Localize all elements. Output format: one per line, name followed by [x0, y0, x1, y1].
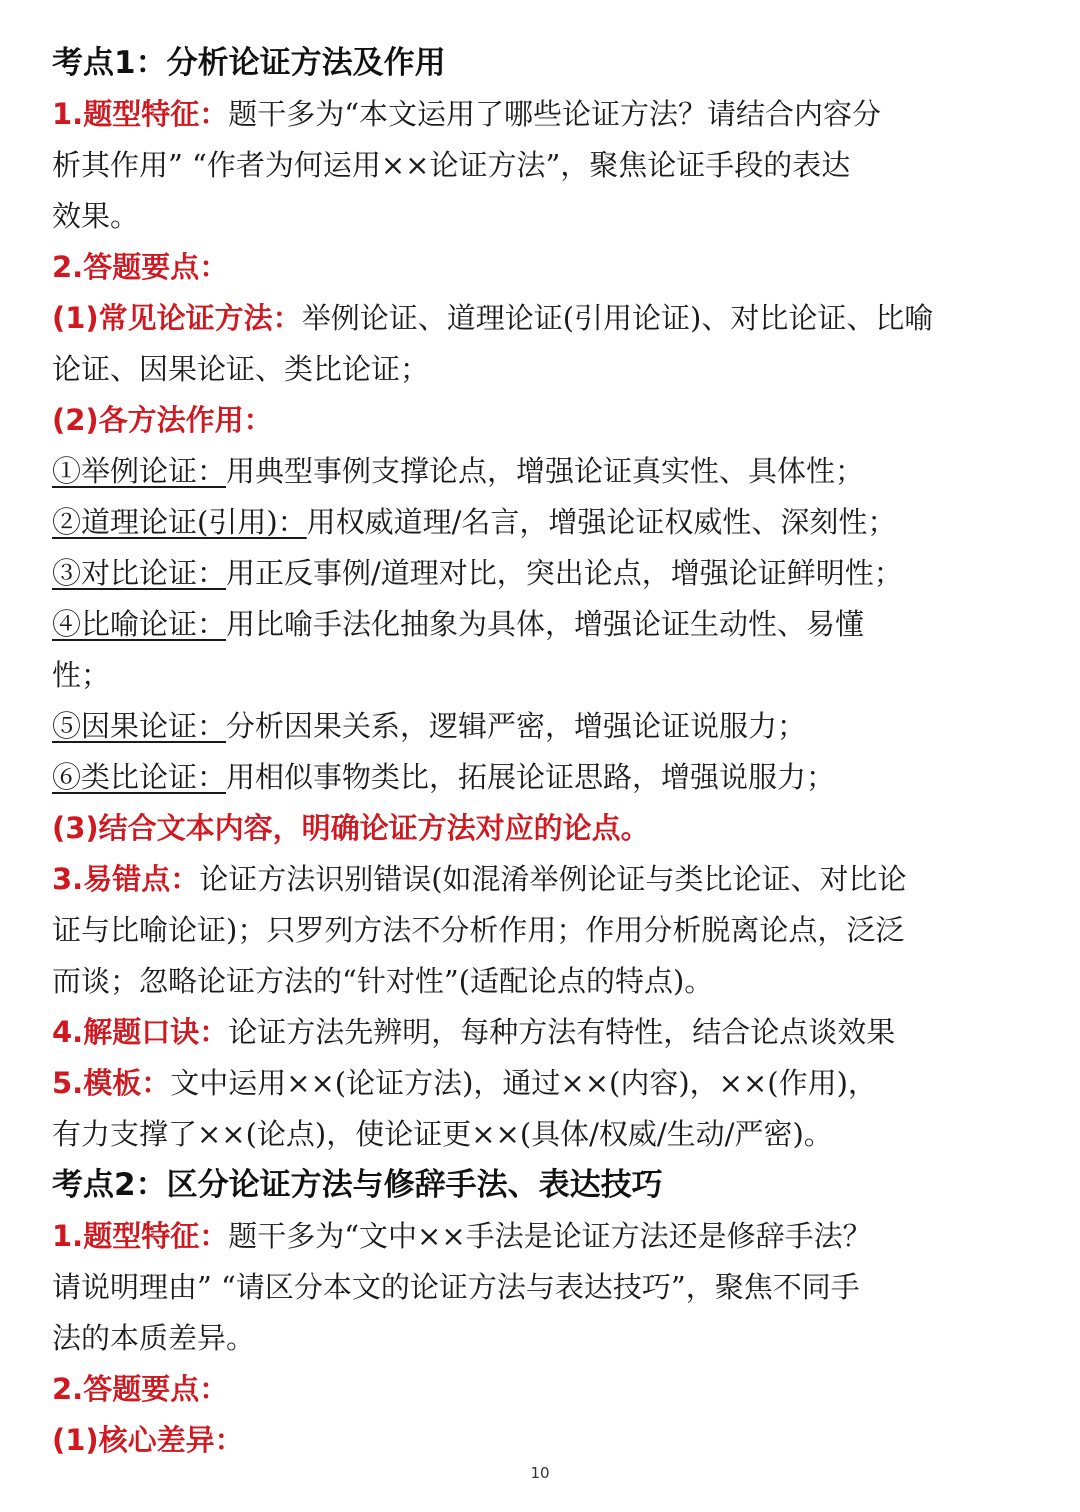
method-row — [52, 497, 1030, 548]
method-text: 用相似事物类比，拓展论证思路，增强说服力； — [226, 760, 836, 794]
s2-item1-line3: 法的本质差异。 — [52, 1321, 256, 1355]
method-row — [52, 752, 1030, 803]
method-row-continued: 性； — [52, 658, 111, 692]
s2-sub1-row — [52, 1415, 1030, 1466]
method-name: ⑤因果论证： — [52, 709, 227, 743]
method-name: ④比喻论证： — [52, 607, 227, 641]
method-text: 用权威道理/名言，增强论证权威性、深刻性； — [306, 505, 897, 539]
s1-item3-line1 — [52, 854, 1030, 905]
section1-heading: 考点1：分析论证方法及作用 — [52, 45, 446, 81]
method-name: ⑥类比论证： — [52, 760, 227, 794]
s1-item2-row — [52, 242, 1030, 293]
s1-item3-line2: 证与比喻论证)；只罗列方法不分析作用；作用分析脱离论点，泛泛 — [52, 913, 905, 947]
method-text: 用典型事例支撑论点，增强论证真实性、具体性； — [226, 454, 865, 488]
s1-item3-line3: 而谈；忽略论证方法的“针对性”(适配论点的特点)。 — [52, 964, 714, 998]
s1-sub1-line1 — [52, 293, 1030, 344]
s2-item1-text1: 题干多为“文中××手法是论证方法还是修辞手法？ — [228, 1219, 872, 1253]
s1-sub2-label: (2)各方法作用： — [52, 403, 273, 437]
method-text: 用正反事例/道理对比，突出论点，增强论证鲜明性； — [226, 556, 903, 590]
s1-item3-label: 3.易错点： — [52, 862, 200, 896]
s1-item4-line1 — [52, 1007, 1030, 1058]
s1-item4-label: 4.解题口诀： — [52, 1015, 229, 1049]
method-name: ①举例论证： — [52, 454, 227, 488]
page-number: 10 — [530, 1464, 550, 1482]
s2-item2-label: 2.答题要点： — [52, 1372, 229, 1406]
s2-sub1-label: (1)核心差异： — [52, 1423, 244, 1457]
section2-heading: 考点2：区分论证方法与修辞手法、表达技巧 — [52, 1167, 663, 1203]
s1-item5-line2: 有力支撑了××(论点)，使论证更××(具体/权威/生动/严密)。 — [52, 1117, 833, 1151]
method-row — [52, 446, 1030, 497]
s1-sub2-row — [52, 395, 1030, 446]
s1-sub1-line2: 论证、因果论证、类比论证； — [52, 352, 430, 386]
s1-sub1-label: (1)常见论证方法： — [52, 301, 302, 335]
method-text: 用比喻手法化抽象为具体，增强论证生动性、易懂 — [226, 607, 865, 641]
s1-sub1-text1: 举例论证、道理论证(引用论证)、对比论证、比喻 — [301, 301, 934, 335]
s1-item3-text1: 论证方法识别错误(如混淆举例论证与类比论证、对比论 — [199, 862, 907, 896]
method-name: ②道理论证(引用)： — [52, 505, 307, 539]
s1-item1-line1 — [52, 89, 1030, 140]
s1-sub3: (3)结合文本内容，明确论证方法对应的论点。 — [52, 811, 650, 845]
s1-item1-label: 1.题型特征： — [52, 97, 229, 131]
s2-item1-label: 1.题型特征： — [52, 1219, 229, 1253]
s1-item5-label: 5.模板： — [52, 1066, 171, 1100]
s1-item5-text1: 文中运用××(论证方法)，通过××(内容)，××(作用)， — [170, 1066, 877, 1100]
s1-item1-text1: 题干多为“本文运用了哪些论证方法？请结合内容分 — [228, 97, 882, 131]
method-name: ③对比论证： — [52, 556, 227, 590]
s1-item1-line3: 效果。 — [52, 199, 140, 233]
s1-item2-label: 2.答题要点： — [52, 250, 229, 284]
s1-item4-text1: 论证方法先辨明，每种方法有特性，结合论点谈效果 — [228, 1015, 896, 1049]
method-text: 分析因果关系，逻辑严密，增强论证说服力； — [226, 709, 807, 743]
s1-item5-line1 — [52, 1058, 1030, 1109]
s1-item1-line2: 析其作用” “作者为何运用××论证方法”，聚焦论证手段的表达 — [52, 148, 851, 182]
method-row — [52, 548, 1030, 599]
method-row — [52, 599, 1030, 650]
s2-item1-line2: 请说明理由” “请区分本文的论证方法与表达技巧”，聚焦不同手 — [52, 1270, 860, 1304]
s2-item1-line1 — [52, 1211, 1030, 1262]
s2-item2-row — [52, 1364, 1030, 1415]
method-row — [52, 701, 1030, 752]
